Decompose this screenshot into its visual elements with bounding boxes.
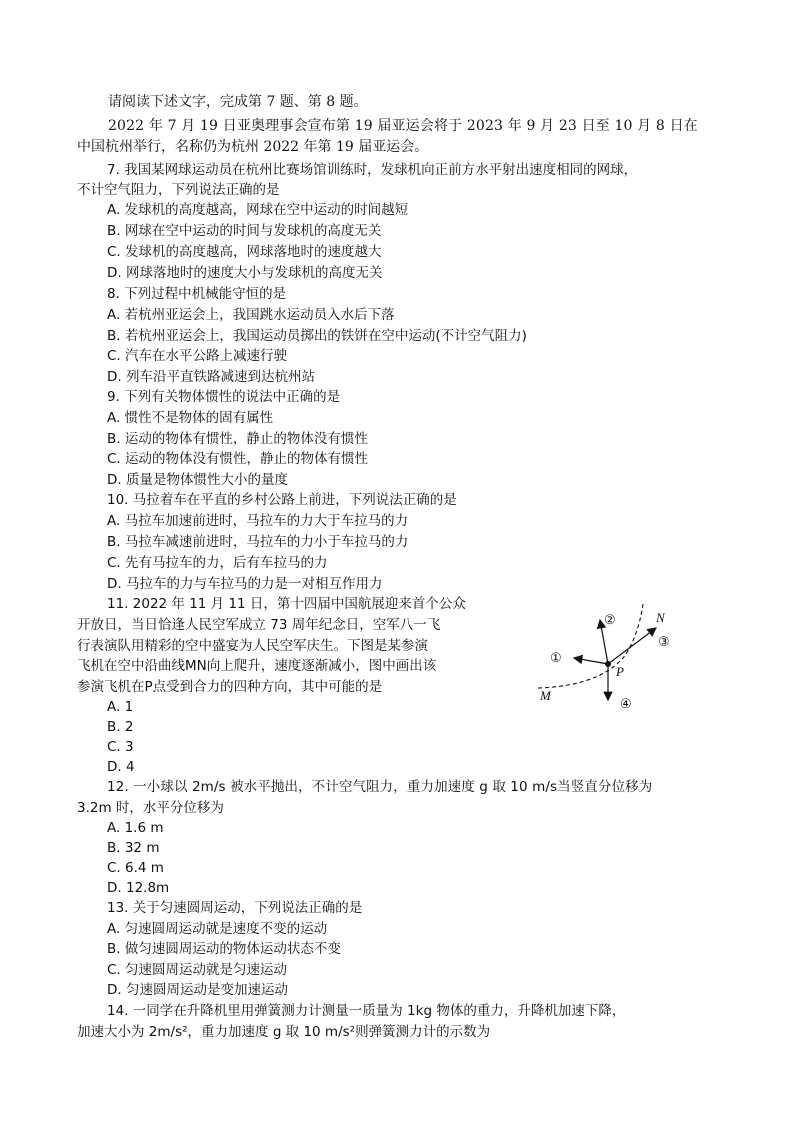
q11-option-b: B. 2 (107, 719, 134, 735)
q8-stem: 8. 下列过程中机械能守恒的是 (107, 286, 287, 302)
q10-option-d: D. 马拉车的力与车拉马的力是一对相互作用力 (107, 576, 383, 592)
q8-option-a: A. 若杭州亚运会上，我国跳水运动员入水后下落 (107, 307, 395, 323)
q13-option-a: A. 匀速圆周运动就是速度不变的运动 (107, 921, 328, 937)
q7-stem: 7. 我国某网球运动员在杭州比赛场馆训练时，发球机向正前方水平射出速度相同的网球， (107, 162, 638, 178)
q7-option-d: D. 网球落地时的速度大小与发球机的高度无关 (107, 265, 383, 281)
q8-option-c: C. 汽车在水平公路上减速行驶 (107, 348, 288, 364)
q14-stem: 加速大小为 2m/s²，重力加速度 g 取 10 m/s²则弹簧测力计的示数为 (77, 1024, 491, 1040)
q12-option-c: C. 6.4 m (107, 860, 164, 876)
intro-text-line: 中国杭州举行，名称仍为杭州 2022 年第 19 届亚运会。 (77, 139, 429, 155)
q7-option-c: C. 发球机的高度越高，网球落地时的速度越大 (107, 244, 382, 260)
q11-option-c: C. 3 (107, 739, 134, 755)
q11-option-a: A. 1 (107, 699, 134, 715)
q13-option-b: B. 做匀速圆周运动的物体运动状态不变 (107, 941, 341, 957)
label-circled-2: ② (604, 612, 616, 627)
force-arrow-1 (574, 658, 608, 664)
q11-stem: 参演飞机在P点受到合力的四种方向，其中可能的是 (77, 679, 383, 695)
q13-option-d: D. 匀速圆周运动是变加速运动 (107, 982, 288, 998)
q8-option-b: B. 若杭州亚运会上，我国运动员掷出的铁饼在空中运动(不计空气阻力) (107, 328, 527, 344)
q11-stem: 11. 2022 年 11 月 11 日，第十四届中国航展迎来首个公众 (107, 596, 466, 612)
q9-option-c: C. 运动的物体没有惯性，静止的物体有惯性 (107, 451, 369, 467)
label-circled-4: ④ (620, 696, 632, 711)
q7-stem: 不计空气阻力，下列说法正确的是 (77, 182, 280, 198)
label-circled-3: ③ (658, 634, 670, 649)
q9-option-a: A. 惯性不是物体的固有属性 (107, 410, 274, 426)
q11-option-d: D. 4 (107, 759, 135, 775)
label-m: M (540, 688, 551, 703)
force-arrow-3 (608, 628, 656, 664)
q13-stem: 13. 关于匀速圆周运动，下列说法正确的是 (107, 900, 363, 916)
q9-stem: 9. 下列有关物体惯性的说法中正确的是 (107, 389, 341, 405)
q10-stem: 10. 马拉着车在平直的乡村公路上前进，下列说法正确的是 (107, 492, 457, 508)
q11-force-diagram (528, 600, 698, 720)
q10-option-c: C. 先有马拉车的力，后有车拉马的力 (107, 555, 328, 571)
q10-option-b: B. 马拉车减速前进时，马拉车的力小于车拉马的力 (107, 534, 409, 550)
q9-option-b: B. 运动的物体有惯性，静止的物体没有惯性 (107, 431, 368, 447)
q9-option-d: D. 质量是物体惯性大小的量度 (107, 472, 288, 488)
label-n: N (656, 610, 665, 625)
q12-stem: 12. 一小球以 2m/s 被水平抛出，不计空气阻力，重力加速度 g 取 10 m/s当竖直分位移为 (107, 779, 653, 795)
q7-option-b: B. 网球在空中运动的时间与发球机的高度无关 (107, 223, 382, 239)
q8-option-d: D. 列车沿平直铁路减速到达杭州站 (107, 369, 315, 385)
label-circled-1: ① (550, 650, 562, 665)
intro-instruction: 请阅读下述文字，完成第 7 题、第 8 题。 (108, 94, 368, 110)
q11-stem: 飞机在空中沿曲线MN向上爬升，速度逐渐减小，图中画出该 (77, 658, 437, 674)
q13-option-c: C. 匀速圆周运动就是匀速运动 (107, 962, 288, 978)
q14-stem: 14. 一同学在升降机里用弹簧测力计测量一质量为 1kg 物体的重力，升降机加速下降， (107, 1003, 626, 1019)
intro-text-line: 2022 年 7 月 19 日亚奥理事会宣布第 19 届亚运会将于 2023 年 9 月 23 日至 10 月 8 日在 (108, 118, 698, 134)
q11-stem: 行表演队用精彩的空中盛宴为人民空军庆生。下图是某参演 (77, 638, 428, 654)
q12-option-d: D. 12.8m (107, 880, 170, 896)
curve-mn (538, 604, 643, 688)
q12-option-b: B. 32 m (107, 840, 160, 856)
q7-option-a: A. 发球机的高度越高，网球在空中运动的时间越短 (107, 202, 409, 218)
label-p: P (616, 664, 624, 679)
q10-option-a: A. 马拉车加速前进时，马拉车的力大于车拉马的力 (107, 513, 409, 529)
q11-stem: 开放日，当日恰逢人民空军成立 73 周年纪念日，空军八一飞 (77, 617, 441, 633)
q12-stem: 3.2m 时，水平分位移为 (77, 800, 224, 816)
q12-option-a: A. 1.6 m (107, 820, 164, 836)
